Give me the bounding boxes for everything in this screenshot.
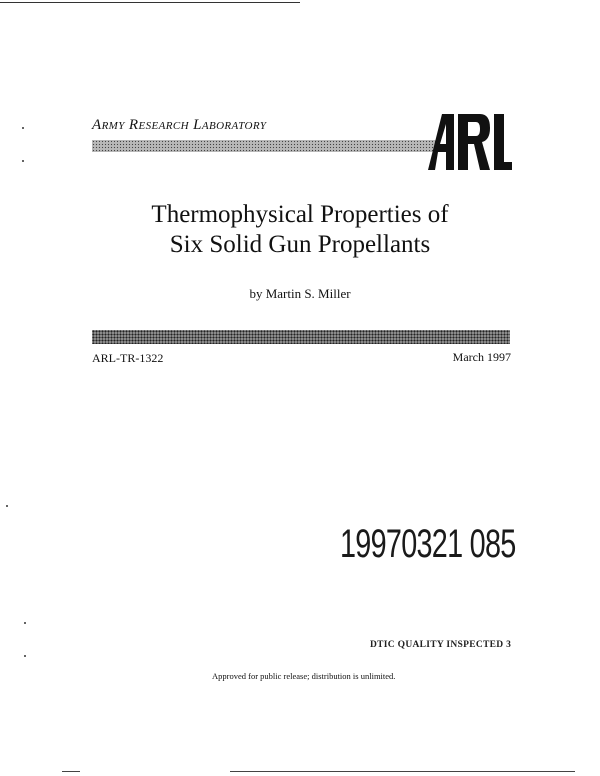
distribution-statement: Approved for public release; distribution is unlimited. [212, 671, 396, 681]
scan-speck [6, 505, 8, 507]
bottom-edge-rule [230, 771, 575, 772]
halftone-divider-band [92, 330, 510, 344]
scan-speck [22, 127, 24, 129]
top-edge-rule [0, 2, 300, 3]
report-date: March 1997 [452, 350, 511, 364]
bottom-edge-rule-left [62, 771, 80, 772]
header-halftone-band [92, 140, 442, 152]
report-number: ARL-TR-1322 [92, 351, 164, 365]
scan-speck [24, 655, 26, 657]
scan-speck [22, 160, 24, 162]
report-title-line-1: Thermophysical Properties of [151, 201, 449, 228]
scan-speck [24, 622, 26, 624]
lab-name: Army Research Laboratory [92, 117, 267, 133]
dtic-quality-stamp: DTIC QUALITY INSPECTED 3 [370, 640, 512, 650]
author-byline: by Martin S. Miller [249, 286, 351, 301]
report-title-line-2: Six Solid Gun Propellants [169, 231, 431, 258]
arl-logo-icon [424, 112, 514, 172]
accession-number-stamp: 19970321 085 [340, 522, 516, 566]
